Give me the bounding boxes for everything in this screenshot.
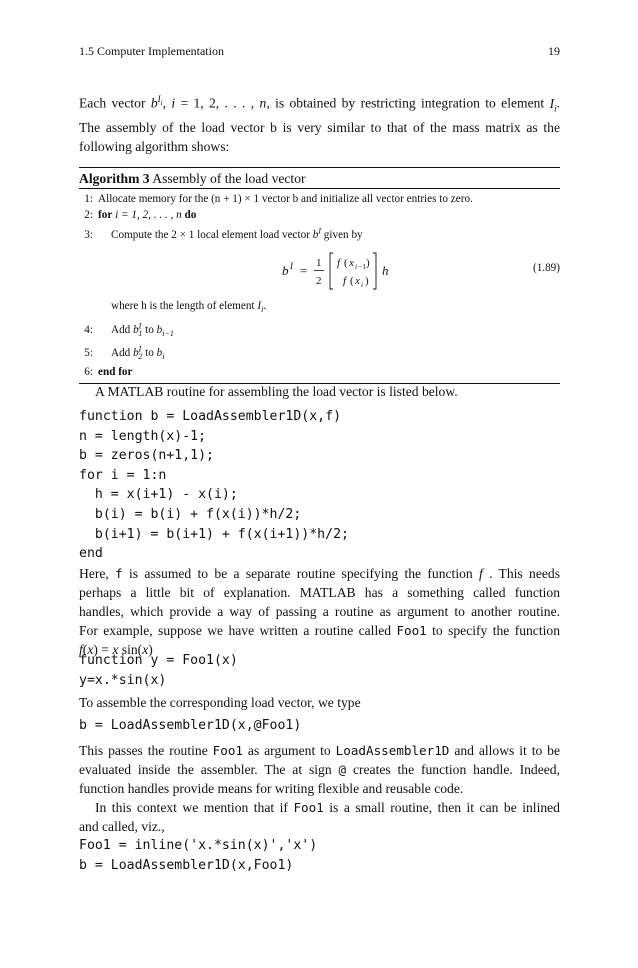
svg-text:): ) (366, 257, 370, 270)
code-block-foo1: function y = Foo1(x) y=x.*sin(x) (79, 653, 238, 688)
intro-line-1: Each vector $b^{I_i}$, i = 1, 2, . . . , n, is obtained by restricting integration to element $I_i$. (79, 94, 561, 114)
svg-text:(: ( (344, 257, 348, 270)
svg-text:f: f (343, 275, 347, 288)
svg-text:): ) (365, 275, 369, 288)
assemble-paragraph: To assemble the corresponding load vector, we type (79, 695, 361, 710)
equation-1-89 (79, 243, 560, 299)
equation-number: (1.89) (532, 262, 560, 275)
function-handle-paragraph: Here, f is assumed to be a separate routine specifying the function f . This needs perhaps a little bit of explanation. MATLAB has a something called function handles, which provide a way of passing a routine as argument to another routine. For example, suppose we have written a routine called Foo1 to specify the function f(x) = x sin(x) (79, 566, 560, 657)
svg-text:2: 2 (316, 275, 322, 288)
svg-text:f: f (337, 257, 341, 270)
section-title: 1.5 Computer Implementation (79, 44, 224, 58)
svg-text:h: h (382, 263, 389, 279)
algorithm-step-6: 6: end for (84, 365, 133, 378)
algorithm-step-4: 4: Add $b^I_1$ to $b_{i-1}$ (84, 320, 174, 338)
intro-line-3: following algorithm shows: (79, 139, 230, 155)
code-block-load-assembler: function b = LoadAssembler1D(x,f) n = length(x)-1; b = zeros(n+1,1); for i = 1:n h = x(i+1) - x(i); b(i) = b(i) + f(x(i))*h/2; b(i+1) = b(i+1) + f(x(i+1))*h/2; end (79, 409, 349, 562)
svg-text:x: x (349, 257, 354, 270)
algorithm-title: Algorithm 3 Assembly of the load vector (79, 171, 306, 186)
algorithm-step-1: 1: Allocate memory for the (n + 1) × 1 vector b and initialize all vector entries to zero. (84, 193, 473, 205)
svg-text:i: i (361, 280, 364, 290)
algorithm-step-3: 3: Compute the 2 × 1 local element load vector $b^I$ given by (84, 226, 363, 241)
passes-paragraph: This passes the routine Foo1 as argument to LoadAssembler1D and allows it to be evaluated inside the assembler. The at sign @ creates the function handle. Indeed, function handles provide means for writing flexible and reusable code. In this context we mention that if Foo1 is a small routine, then it can be inlined and called, viz., (79, 743, 561, 834)
svg-text:1: 1 (316, 257, 322, 270)
svg-text:x: x (355, 275, 360, 288)
svg-text:b: b (282, 263, 289, 279)
svg-text:I: I (290, 261, 293, 272)
svg-text:i: i (355, 262, 358, 272)
algorithm-body (79, 189, 560, 380)
code-block-assemble-call: b = LoadAssembler1D(x,@Foo1) (79, 718, 302, 733)
algorithm-step-2: 2: for i = 1, 2, . . . , n do (84, 208, 197, 221)
code-block-inline: Foo1 = inline('x.*sin(x)','x') b = LoadAssembler1D(x,Foo1) (79, 838, 318, 873)
algorithm-step-5: 5: Add $b^I_2$ to $b_i$ (84, 344, 165, 362)
algorithm-box (79, 167, 560, 384)
svg-text:(: ( (350, 275, 354, 288)
intro-line-2: The assembly of the load vector b is very similar to that of the mass matrix as the (79, 120, 560, 136)
svg-text:=: = (300, 263, 308, 279)
intro-paragraph (79, 90, 560, 156)
page-number: 19 (548, 44, 560, 58)
load-vector-equation (79, 243, 560, 299)
svg-text:−1: −1 (358, 262, 366, 272)
matlab-paragraph: A MATLAB routine for assembling the load vector is listed below. (95, 384, 458, 399)
algorithm-step-where: where h is the length of element $I_i$. (111, 300, 267, 315)
